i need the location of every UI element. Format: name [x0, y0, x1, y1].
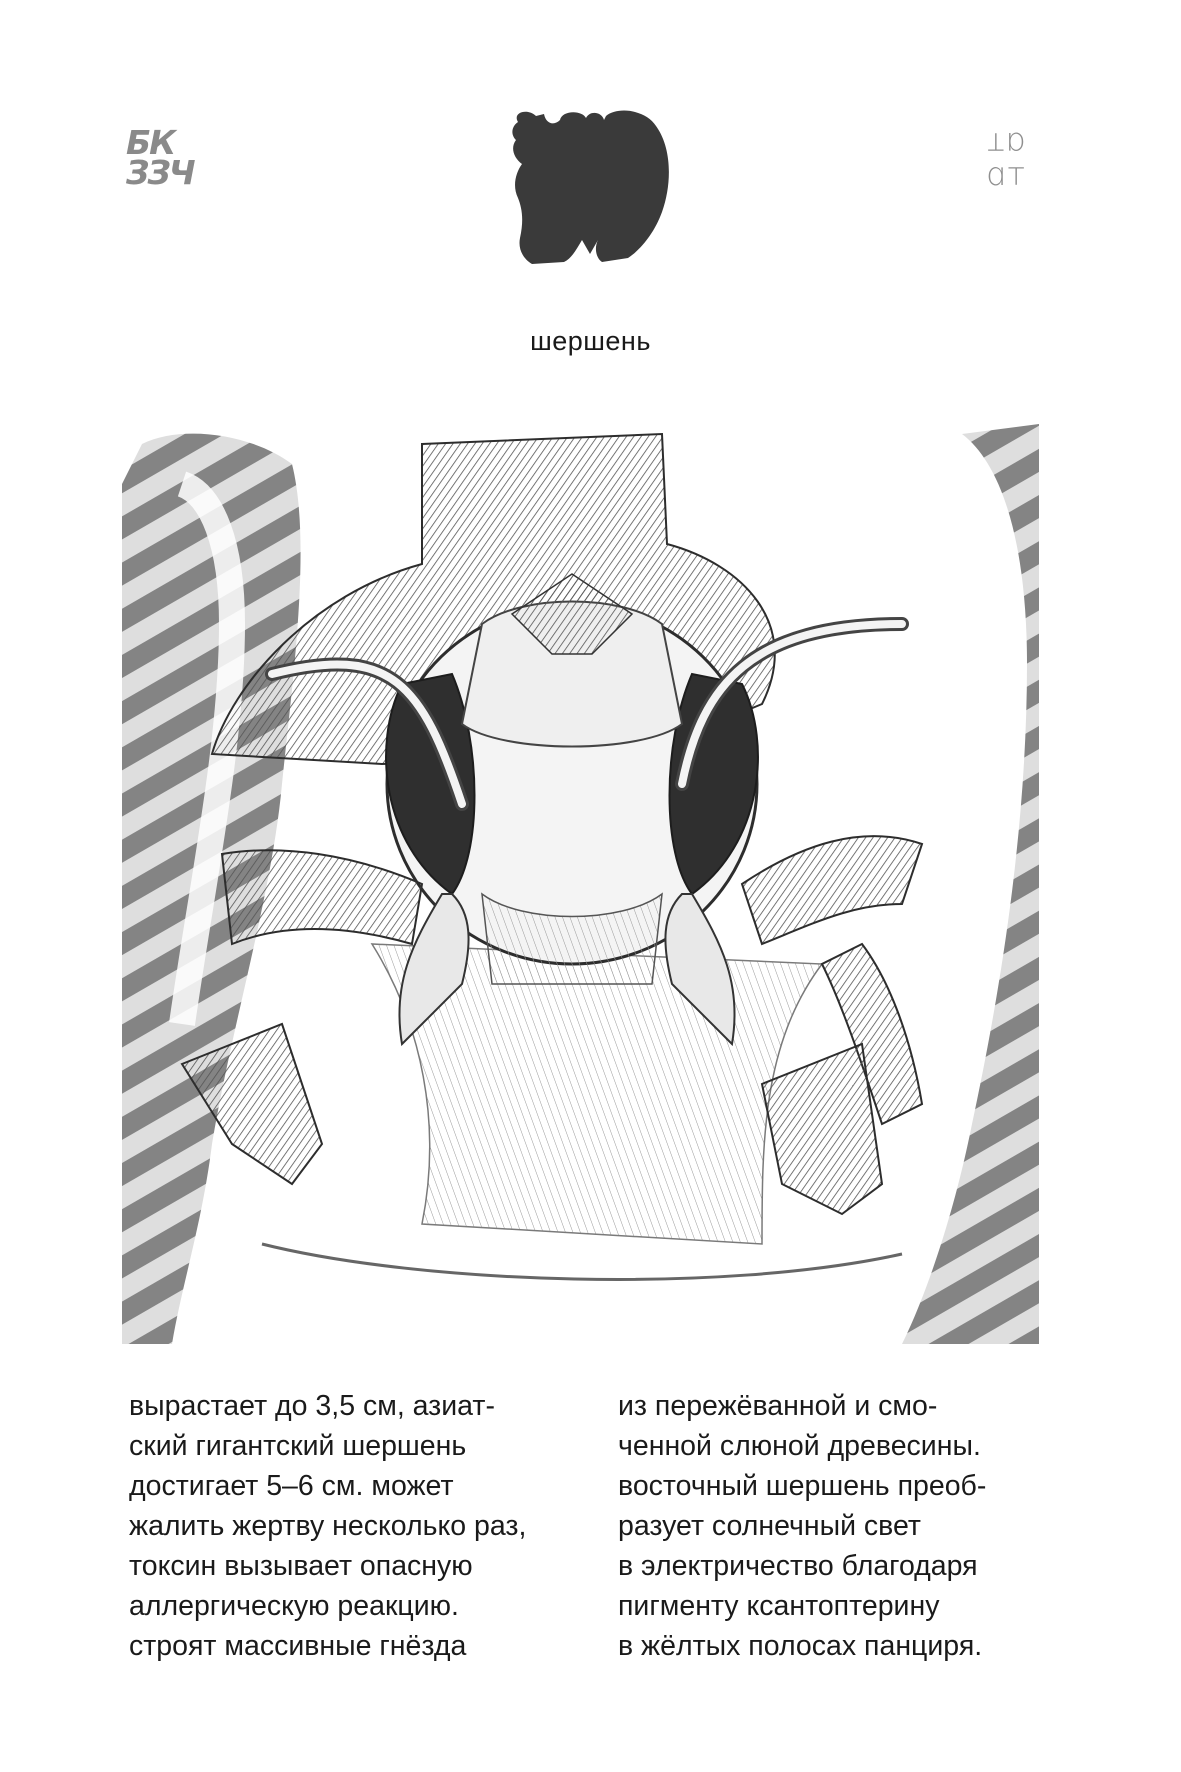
- page-title: шершень: [530, 326, 651, 356]
- series-logo-line2: ɑт: [985, 155, 1027, 193]
- series-logo-line1: ɑт: [985, 125, 1027, 163]
- body-text-right-column: из пережёванной и смо- ченной слюной древесины. восточный шершень преоб- разует солнечный свет в электричество благодаря пигменту ксантоптерину в жёлтых полосах панциря.: [618, 1390, 987, 1662]
- series-logo: [985, 125, 1049, 193]
- body-text-left-column: вырастает до 3,5 см, азиат- ский гигантский шершень достигает 5–6 см. может жалить жертву несколько раз, токсин вызывает опасную аллергическую реакцию. строят массивные гнёзда: [129, 1390, 527, 1662]
- publisher-logo-line1: БК: [126, 123, 175, 162]
- publisher-logo-line2: ЗЗЧ: [126, 153, 194, 192]
- hornet-silhouette-icon: [506, 108, 676, 268]
- publisher-logo: [126, 123, 200, 192]
- hornet-pencil-drawing: [122, 424, 1039, 1344]
